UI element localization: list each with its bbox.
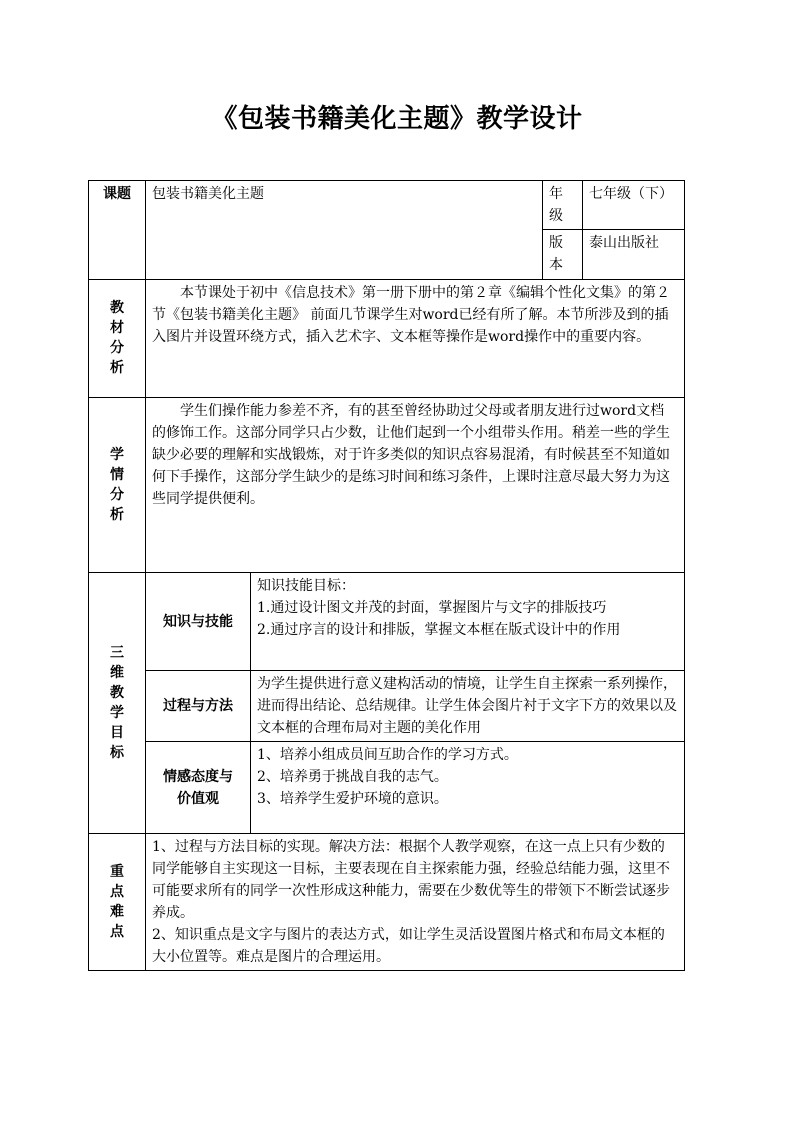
grade-label: 年级 <box>543 181 583 230</box>
emotion-line: 2、培养勇于挑战自我的志气。 <box>257 769 448 785</box>
student-analysis-row <box>89 398 685 573</box>
topic-value: 包装书籍美化主题 <box>146 181 543 280</box>
material-analysis-row <box>89 280 685 398</box>
material-analysis-text: 本节课处于初中《信息技术》第一册下册中的第２章《编辑个性化文集》的第２节《包装书籍美化主题》 前面几节课学生对word已经有所了解。本节所涉及到的插入图片并设置环绕方式，插入艺术字、文本框等操作是word操作中的重要内容。 <box>146 280 685 398</box>
knowledge-label: 知识与技能 <box>146 573 251 671</box>
lesson-plan-table <box>88 180 685 971</box>
key-points-label: 重点难点 <box>89 834 146 971</box>
knowledge-line: 知识技能目标： <box>257 578 355 594</box>
objectives-label: 三维教学目标 <box>89 573 146 834</box>
topic-label: 课题 <box>89 181 146 280</box>
emotion-content <box>251 742 685 834</box>
edition-label: 版本 <box>543 230 583 280</box>
student-analysis-text: 学生们操作能力参差不齐，有的甚至曾经协助过父母或者朋友进行过word文档的修饰工作。这部分同学只占少数，让他们起到一个小组带头作用。稍差一些的学生缺少必要的理解和实战锻炼，对于许多类似的知识点容易混淆，有时候甚至不知道如何下手操作，这部分学生缺少的是练习时间和练习条件，上课时注意尽最大努力为这些同学提供便利。 <box>146 398 685 573</box>
edition-value: 泰山出版社 <box>583 230 685 280</box>
key-points-para: 1、过程与方法目标的实现。解决方法：根据个人教学观察，在这一点上只有少数的同学能够自主实现这一目标，主要表现在自主探索能力强，经验总结能力强，这里不可能要求所有的同学一次性形成这种能力，需要在少数优等生的带领下不断尝试逐步养成。 <box>152 839 670 921</box>
process-content: 为学生提供进行意义建构活动的情境，让学生自主探索一系列操作，进而得出结论、总结规律。让学生体会图片衬于文字下方的效果以及文本框的合理布局对主题的美化作用 <box>251 671 685 742</box>
process-label: 过程与方法 <box>146 671 251 742</box>
key-points-para: 2、知识重点是文字与图片的表达方式，如让学生灵活设置图片格式和布局文本框的大小位置等。难点是图片的合理运用。 <box>152 927 665 965</box>
objective-process-row <box>89 671 685 742</box>
key-points-row <box>89 834 685 971</box>
page-title: 《包装书籍美化主题》教学设计 <box>211 104 583 134</box>
key-points-content <box>146 834 685 971</box>
grade-value: 七年级（下） <box>583 181 685 230</box>
topic-row <box>89 181 685 230</box>
knowledge-line: 1.通过设计图文并茂的封面，掌握图片与文字的排版技巧 <box>257 600 607 616</box>
knowledge-content <box>251 573 685 671</box>
student-analysis-label: 学情分析 <box>89 398 146 573</box>
material-analysis-label: 教材分析 <box>89 280 146 398</box>
objective-knowledge-row <box>89 573 685 671</box>
emotion-label: 情感态度与 价值观 <box>146 742 251 834</box>
knowledge-line: 2.通过序言的设计和排版，掌握文本框在版式设计中的作用 <box>257 622 621 638</box>
emotion-line: 1、培养小组成员间互助合作的学习方式。 <box>257 747 518 763</box>
objective-emotion-row <box>89 742 685 834</box>
emotion-line: 3、培养学生爱护环境的意识。 <box>257 791 448 807</box>
